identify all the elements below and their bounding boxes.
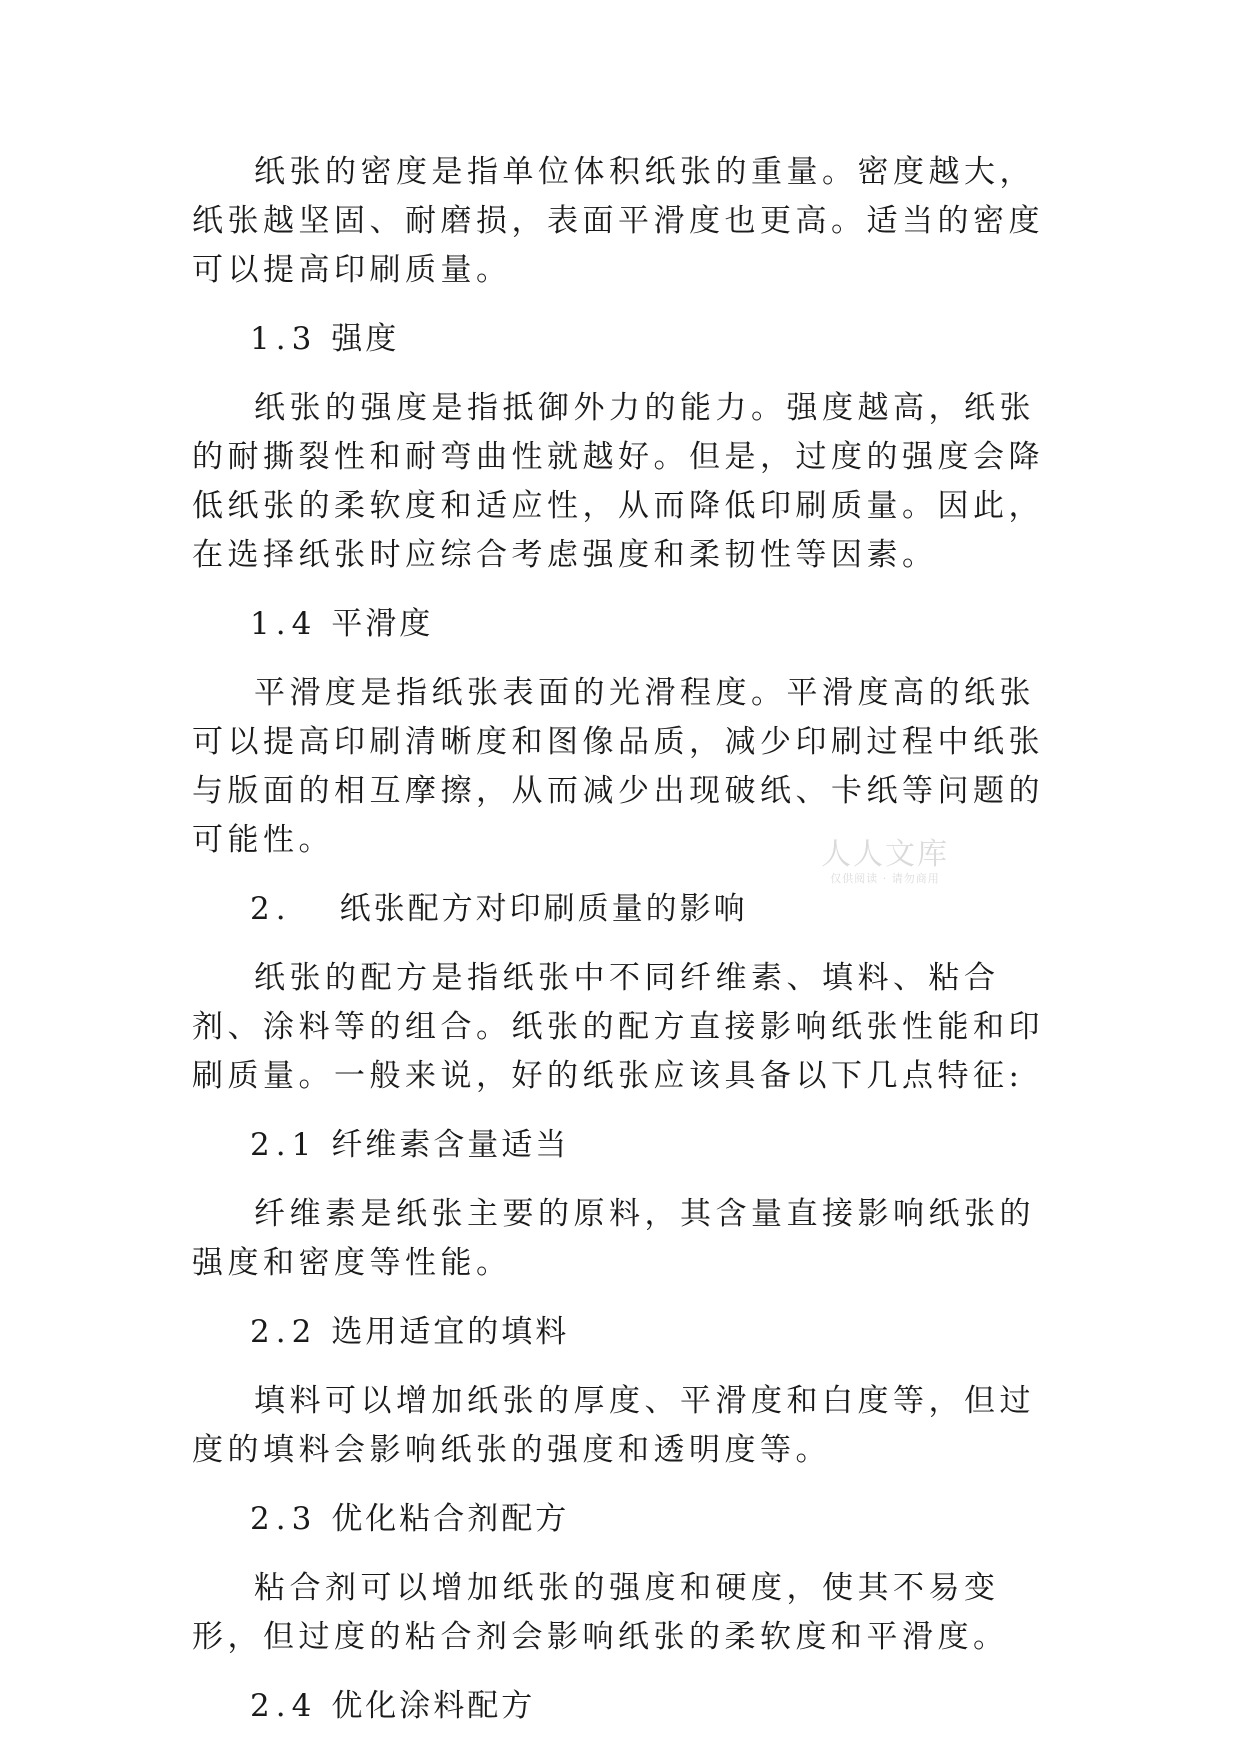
paragraph-filler: 填料可以增加纸张的厚度、平滑度和白度等，但过度的填料会影响纸张的强度和透明度等。 (192, 1383, 1035, 1468)
paragraph-binder: 粘合剂可以增加纸张的强度和硬度，使其不易变形，但过度的粘合剂会影响纸张的柔软度和平滑度。 (192, 1570, 1009, 1655)
heading-title: 选用适宜的填料 (331, 1314, 570, 1350)
paragraph-formula: 纸张的配方是指纸张中不同纤维素、填料、粘合剂、涂料等的组合。纸张的配方直接影响纸张性能和印刷质量。一般来说，好的纸张应该具备以下几点特征: (192, 960, 1044, 1094)
heading-2 (192, 885, 1052, 934)
paragraph-density: 纸张的密度是指单位体积纸张的重量。密度越大，纸张越坚固、耐磨损，表面平滑度也更高。适当的密度可以提高印刷质量。 (192, 154, 1044, 288)
heading-number: 2.3 (250, 1501, 318, 1537)
heading-number: 2.2 (250, 1314, 318, 1350)
heading-number: 2. (250, 891, 292, 927)
heading-2-1 (192, 1121, 1052, 1170)
watermark-text: 人人文库 (821, 837, 949, 872)
heading-1-4 (192, 600, 1052, 649)
heading-2-4 (192, 1682, 1052, 1731)
heading-number: 1.4 (250, 606, 318, 642)
heading-number: 2.4 (250, 1688, 318, 1724)
heading-title: 强度 (331, 321, 400, 357)
heading-title: 优化涂料配方 (331, 1688, 536, 1724)
paragraph-cellulose: 纤维素是纸张主要的原料，其含量直接影响纸张的强度和密度等性能。 (192, 1196, 1035, 1281)
heading-number: 1.3 (250, 321, 318, 357)
paragraph-smoothness: 平滑度是指纸张表面的光滑程度。平滑度高的纸张可以提高印刷清晰度和图像品质，减少印刷过程中纸张与版面的相互摩擦，从而减少出现破纸、卡纸等问题的可能性。 (192, 675, 1044, 858)
heading-2-3 (192, 1495, 1052, 1544)
heading-number: 2.1 (250, 1127, 318, 1163)
heading-title: 纤维素含量适当 (331, 1127, 570, 1163)
watermark-subtext: 仅供阅读 · 请勿商用 (830, 872, 940, 885)
heading-title: 纸张配方对印刷质量的影响 (339, 891, 748, 927)
document-body (192, 148, 1052, 1751)
heading-title: 优化粘合剂配方 (331, 1501, 570, 1537)
paragraph-strength: 纸张的强度是指抵御外力的能力。强度越高，纸张的耐撕裂性和耐弯曲性就越好。但是，过度的强度会降低纸张的柔软度和适应性，从而降低印刷质量。因此，在选择纸张时应综合考虑强度和柔韧性等因素。 (192, 390, 1044, 573)
heading-title: 平滑度 (331, 606, 434, 642)
heading-1-3 (192, 315, 1052, 364)
heading-2-2 (192, 1308, 1052, 1357)
